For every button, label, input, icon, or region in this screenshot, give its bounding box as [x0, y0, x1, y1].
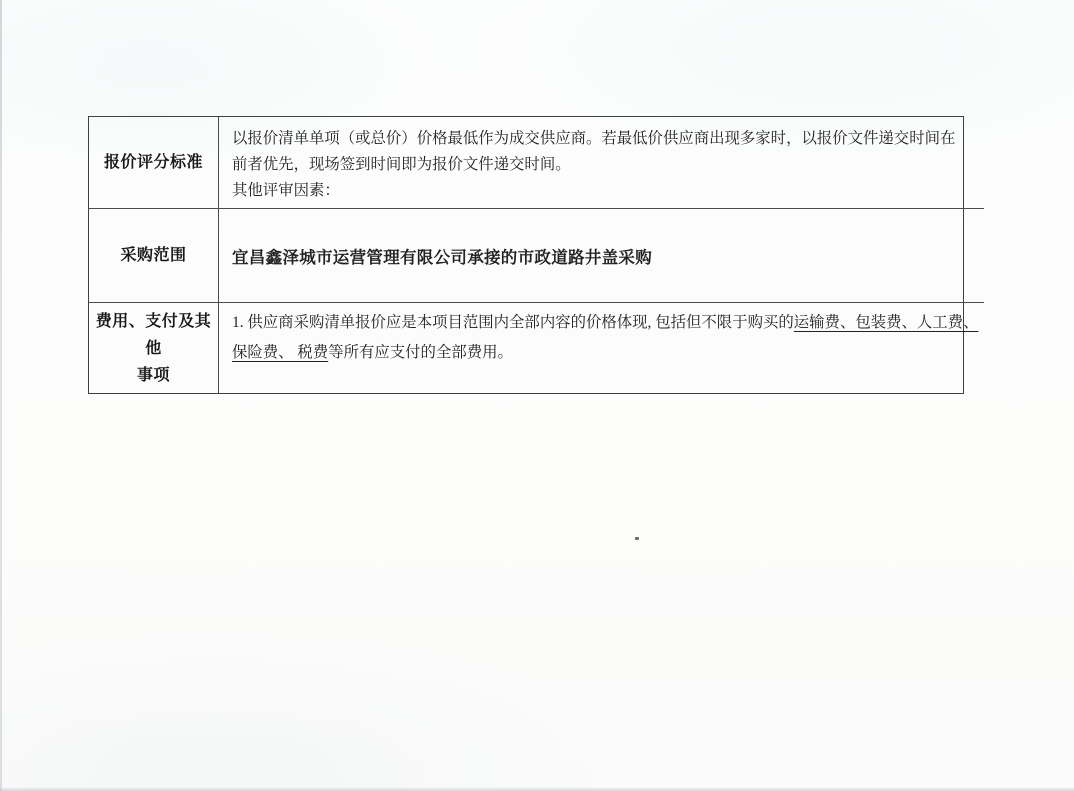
row-fees-payment-content-cell [219, 303, 984, 393]
row-fees-payment-label-cell [89, 303, 219, 393]
fees-payment-line-1: 1. 供应商采购清单报价应是本项目范围内全部内容的价格体现, 包括但不限于购买的运输费、包装费、人工费、 [232, 314, 979, 331]
scan-bottom-edge-artifact [0, 787, 1074, 791]
quotation-scoring-line-3: 其他评审因素： [232, 182, 340, 199]
fees-payment-line-2: 保险费、 税费等所有应支付的全部费用。 [232, 343, 513, 361]
row-quotation-scoring-content-cell [219, 117, 984, 209]
row-procurement-scope-label: 采购范围 [120, 247, 187, 264]
row-quotation-scoring-label: 报价评分标准 [103, 154, 203, 171]
row-quotation-scoring-label-cell [89, 117, 219, 209]
row-fees-payment-label-line-1: 费用、支付及其他 [95, 312, 212, 357]
procurement-scope-text: 宜昌鑫泽城市运营管理有限公司承接的市政道路井盖采购 [232, 247, 652, 267]
quotation-scoring-line-1: 以报价清单单项（或总价）价格最低作为成交供应商。若最低价供应商出现多家时，以报价文件递交时间在 [232, 130, 956, 147]
row-procurement-scope-content-cell [219, 209, 984, 303]
scan-left-edge-artifact [0, 0, 2, 791]
row-procurement-scope-label-cell [89, 209, 219, 303]
row-fees-payment-label-line-2: 事项 [136, 366, 170, 384]
scan-speck-artifact [635, 537, 639, 540]
procurement-terms-table [88, 116, 979, 394]
quotation-scoring-line-2: 前者优先，现场签到时间即为报价文件递交时间。 [232, 156, 571, 173]
